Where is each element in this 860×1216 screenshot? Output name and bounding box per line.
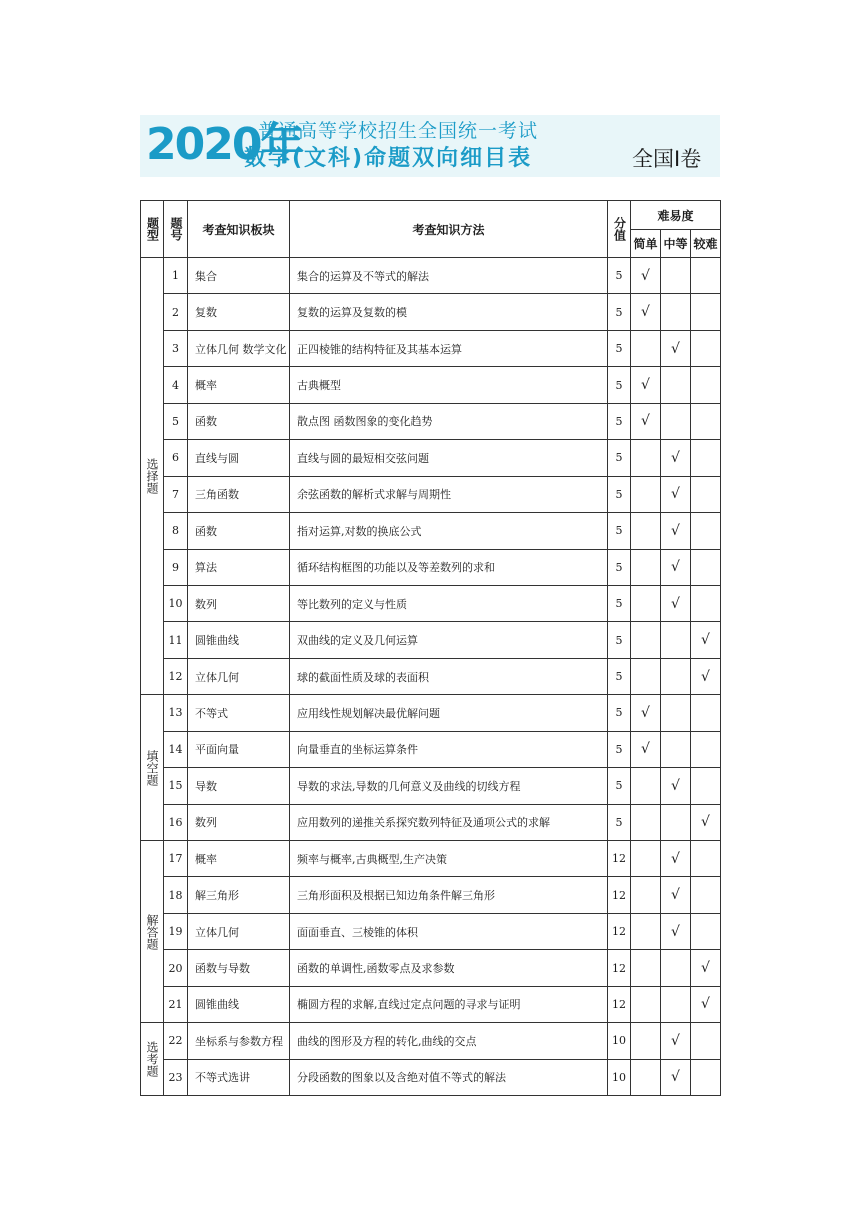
knowledge-method-cell: 三角形面积及根据已知边角条件解三角形 <box>290 877 608 913</box>
table-row <box>141 622 721 658</box>
knowledge-block-cell: 不等式选讲 <box>188 1059 290 1095</box>
score-cell: 5 <box>608 440 631 476</box>
question-number-cell: 11 <box>164 622 188 658</box>
table-row <box>141 731 721 767</box>
easy-mark-cell <box>631 768 661 804</box>
easy-mark-cell <box>631 1023 661 1059</box>
knowledge-block-cell: 导数 <box>188 768 290 804</box>
medium-mark-cell <box>661 258 691 294</box>
hard-mark-cell: √ <box>691 622 721 658</box>
score-cell: 5 <box>608 804 631 840</box>
table-row <box>141 986 721 1022</box>
table-row <box>141 1059 721 1095</box>
table-row <box>141 950 721 986</box>
medium-mark-cell <box>661 294 691 330</box>
question-number-cell: 6 <box>164 440 188 476</box>
title-line-1: 普通高等学校招生全国统一考试 <box>258 120 539 142</box>
knowledge-method-cell: 集合的运算及不等式的解法 <box>290 258 608 294</box>
easy-mark-cell: √ <box>631 258 661 294</box>
score-cell: 10 <box>608 1023 631 1059</box>
question-number-cell: 17 <box>164 841 188 877</box>
knowledge-method-cell: 古典概型 <box>290 367 608 403</box>
question-type-cell: 解答题 <box>141 841 164 1023</box>
easy-mark-cell: √ <box>631 403 661 439</box>
col-header-difficulty: 难易度 <box>631 201 721 230</box>
medium-mark-cell <box>661 950 691 986</box>
knowledge-method-cell: 复数的运算及复数的模 <box>290 294 608 330</box>
spec-table <box>140 200 721 1096</box>
score-cell: 12 <box>608 913 631 949</box>
table-row <box>141 258 721 294</box>
question-type-cell: 填空题 <box>141 695 164 841</box>
medium-mark-cell <box>661 658 691 694</box>
table-row <box>141 440 721 476</box>
easy-mark-cell <box>631 330 661 366</box>
knowledge-block-cell: 圆锥曲线 <box>188 986 290 1022</box>
score-cell: 5 <box>608 367 631 403</box>
title-line-2: 数学(文科)命题双向细目表 <box>244 146 533 171</box>
score-cell: 5 <box>608 768 631 804</box>
easy-mark-cell <box>631 986 661 1022</box>
medium-mark-cell <box>661 367 691 403</box>
question-type-cell: 选考题 <box>141 1023 164 1096</box>
hard-mark-cell <box>691 513 721 549</box>
col-header-hard: 较难 <box>691 230 721 258</box>
medium-mark-cell <box>661 986 691 1022</box>
table-body <box>141 258 721 1096</box>
question-number-cell: 5 <box>164 403 188 439</box>
knowledge-block-cell: 立体几何 <box>188 913 290 949</box>
col-header-medium: 中等 <box>661 230 691 258</box>
hard-mark-cell <box>691 330 721 366</box>
medium-mark-cell: √ <box>661 1059 691 1095</box>
easy-mark-cell: √ <box>631 695 661 731</box>
question-number-cell: 9 <box>164 549 188 585</box>
knowledge-block-cell: 数列 <box>188 804 290 840</box>
score-cell: 5 <box>608 294 631 330</box>
hard-mark-cell <box>691 877 721 913</box>
easy-mark-cell <box>631 841 661 877</box>
question-number-cell: 8 <box>164 513 188 549</box>
medium-mark-cell <box>661 622 691 658</box>
question-number-cell: 15 <box>164 768 188 804</box>
hard-mark-cell <box>691 768 721 804</box>
knowledge-block-cell: 算法 <box>188 549 290 585</box>
table-row <box>141 841 721 877</box>
knowledge-method-cell: 应用线性规划解决最优解问题 <box>290 695 608 731</box>
question-number-cell: 21 <box>164 986 188 1022</box>
table-row <box>141 549 721 585</box>
knowledge-method-cell: 函数的单调性,函数零点及求参数 <box>290 950 608 986</box>
title-year: 2020年 <box>146 119 303 170</box>
knowledge-block-cell: 概率 <box>188 367 290 403</box>
question-number-cell: 19 <box>164 913 188 949</box>
easy-mark-cell <box>631 622 661 658</box>
knowledge-block-cell: 坐标系与参数方程 <box>188 1023 290 1059</box>
table-row <box>141 658 721 694</box>
hard-mark-cell: √ <box>691 804 721 840</box>
easy-mark-cell <box>631 549 661 585</box>
hard-mark-cell <box>691 440 721 476</box>
knowledge-method-cell: 正四棱锥的结构特征及其基本运算 <box>290 330 608 366</box>
knowledge-block-cell: 函数 <box>188 513 290 549</box>
question-number-cell: 20 <box>164 950 188 986</box>
table-row <box>141 403 721 439</box>
paper-label: 全国Ⅰ卷 <box>632 147 702 171</box>
knowledge-method-cell: 球的截面性质及球的表面积 <box>290 658 608 694</box>
knowledge-block-cell: 立体几何 数学文化 <box>188 330 290 366</box>
knowledge-block-cell: 直线与圆 <box>188 440 290 476</box>
medium-mark-cell: √ <box>661 913 691 949</box>
knowledge-block-cell: 集合 <box>188 258 290 294</box>
knowledge-method-cell: 导数的求法,导数的几何意义及曲线的切线方程 <box>290 768 608 804</box>
score-cell: 12 <box>608 986 631 1022</box>
question-number-cell: 2 <box>164 294 188 330</box>
score-cell: 5 <box>608 513 631 549</box>
knowledge-method-cell: 面面垂直、三棱锥的体积 <box>290 913 608 949</box>
knowledge-method-cell: 应用数列的递推关系探究数列特征及通项公式的求解 <box>290 804 608 840</box>
table-row <box>141 476 721 512</box>
score-cell: 12 <box>608 950 631 986</box>
easy-mark-cell <box>631 913 661 949</box>
knowledge-method-cell: 椭圆方程的求解,直线过定点问题的寻求与证明 <box>290 986 608 1022</box>
knowledge-method-cell: 散点图 函数图象的变化趋势 <box>290 403 608 439</box>
score-cell: 5 <box>608 330 631 366</box>
hard-mark-cell <box>691 294 721 330</box>
hard-mark-cell: √ <box>691 658 721 694</box>
hard-mark-cell <box>691 403 721 439</box>
hard-mark-cell <box>691 367 721 403</box>
question-number-cell: 23 <box>164 1059 188 1095</box>
question-number-cell: 14 <box>164 731 188 767</box>
easy-mark-cell <box>631 585 661 621</box>
medium-mark-cell: √ <box>661 585 691 621</box>
table-row <box>141 294 721 330</box>
medium-mark-cell: √ <box>661 1023 691 1059</box>
knowledge-method-cell: 指对运算,对数的换底公式 <box>290 513 608 549</box>
knowledge-method-cell: 分段函数的图象以及含绝对值不等式的解法 <box>290 1059 608 1095</box>
score-cell: 12 <box>608 877 631 913</box>
hard-mark-cell <box>691 585 721 621</box>
score-cell: 5 <box>608 731 631 767</box>
score-cell: 5 <box>608 695 631 731</box>
easy-mark-cell <box>631 804 661 840</box>
medium-mark-cell <box>661 731 691 767</box>
col-header-easy: 简单 <box>631 230 661 258</box>
medium-mark-cell: √ <box>661 549 691 585</box>
table-row <box>141 913 721 949</box>
question-number-cell: 7 <box>164 476 188 512</box>
question-number-cell: 4 <box>164 367 188 403</box>
question-number-cell: 18 <box>164 877 188 913</box>
easy-mark-cell <box>631 877 661 913</box>
score-cell: 5 <box>608 622 631 658</box>
medium-mark-cell: √ <box>661 440 691 476</box>
easy-mark-cell: √ <box>631 367 661 403</box>
table-row <box>141 513 721 549</box>
hard-mark-cell: √ <box>691 986 721 1022</box>
score-cell: 10 <box>608 1059 631 1095</box>
easy-mark-cell <box>631 658 661 694</box>
table-row <box>141 367 721 403</box>
score-cell: 5 <box>608 585 631 621</box>
knowledge-block-cell: 函数与导数 <box>188 950 290 986</box>
knowledge-method-cell: 等比数列的定义与性质 <box>290 585 608 621</box>
knowledge-method-cell: 频率与概率,古典概型,生产决策 <box>290 841 608 877</box>
col-header-score: 分值 <box>608 201 631 258</box>
knowledge-block-cell: 数列 <box>188 585 290 621</box>
col-header-type: 题型 <box>141 201 164 258</box>
table-row <box>141 768 721 804</box>
question-number-cell: 12 <box>164 658 188 694</box>
easy-mark-cell <box>631 1059 661 1095</box>
knowledge-method-cell: 向量垂直的坐标运算条件 <box>290 731 608 767</box>
medium-mark-cell <box>661 695 691 731</box>
col-header-method: 考查知识方法 <box>290 201 608 258</box>
easy-mark-cell <box>631 513 661 549</box>
score-cell: 5 <box>608 258 631 294</box>
question-number-cell: 3 <box>164 330 188 366</box>
question-number-cell: 22 <box>164 1023 188 1059</box>
score-cell: 5 <box>608 403 631 439</box>
table-row <box>141 1023 721 1059</box>
medium-mark-cell: √ <box>661 877 691 913</box>
medium-mark-cell: √ <box>661 513 691 549</box>
knowledge-method-cell: 直线与圆的最短相交弦问题 <box>290 440 608 476</box>
col-header-no: 题号 <box>164 201 188 258</box>
knowledge-block-cell: 平面向量 <box>188 731 290 767</box>
question-number-cell: 13 <box>164 695 188 731</box>
knowledge-block-cell: 解三角形 <box>188 877 290 913</box>
easy-mark-cell: √ <box>631 731 661 767</box>
medium-mark-cell <box>661 403 691 439</box>
knowledge-block-cell: 三角函数 <box>188 476 290 512</box>
hard-mark-cell <box>691 549 721 585</box>
score-cell: 5 <box>608 658 631 694</box>
question-type-cell: 选择题 <box>141 258 164 695</box>
table-row <box>141 330 721 366</box>
col-header-block: 考查知识板块 <box>188 201 290 258</box>
table-row <box>141 585 721 621</box>
question-number-cell: 16 <box>164 804 188 840</box>
score-cell: 12 <box>608 841 631 877</box>
knowledge-block-cell: 不等式 <box>188 695 290 731</box>
hard-mark-cell <box>691 258 721 294</box>
question-number-cell: 10 <box>164 585 188 621</box>
hard-mark-cell <box>691 1023 721 1059</box>
knowledge-block-cell: 复数 <box>188 294 290 330</box>
knowledge-method-cell: 双曲线的定义及几何运算 <box>290 622 608 658</box>
table-row <box>141 804 721 840</box>
hard-mark-cell <box>691 841 721 877</box>
question-number-cell: 1 <box>164 258 188 294</box>
hard-mark-cell <box>691 1059 721 1095</box>
score-cell: 5 <box>608 476 631 512</box>
knowledge-block-cell: 圆锥曲线 <box>188 622 290 658</box>
hard-mark-cell <box>691 695 721 731</box>
hard-mark-cell: √ <box>691 950 721 986</box>
table-row <box>141 877 721 913</box>
knowledge-method-cell: 余弦函数的解析式求解与周期性 <box>290 476 608 512</box>
knowledge-block-cell: 概率 <box>188 841 290 877</box>
score-cell: 5 <box>608 549 631 585</box>
hard-mark-cell <box>691 913 721 949</box>
knowledge-method-cell: 曲线的图形及方程的转化,曲线的交点 <box>290 1023 608 1059</box>
easy-mark-cell <box>631 950 661 986</box>
medium-mark-cell <box>661 804 691 840</box>
medium-mark-cell: √ <box>661 768 691 804</box>
medium-mark-cell: √ <box>661 841 691 877</box>
easy-mark-cell <box>631 440 661 476</box>
medium-mark-cell: √ <box>661 330 691 366</box>
knowledge-block-cell: 函数 <box>188 403 290 439</box>
medium-mark-cell: √ <box>661 476 691 512</box>
knowledge-block-cell: 立体几何 <box>188 658 290 694</box>
hard-mark-cell <box>691 476 721 512</box>
hard-mark-cell <box>691 731 721 767</box>
easy-mark-cell: √ <box>631 294 661 330</box>
easy-mark-cell <box>631 476 661 512</box>
knowledge-method-cell: 循环结构框图的功能以及等差数列的求和 <box>290 549 608 585</box>
table-row <box>141 695 721 731</box>
